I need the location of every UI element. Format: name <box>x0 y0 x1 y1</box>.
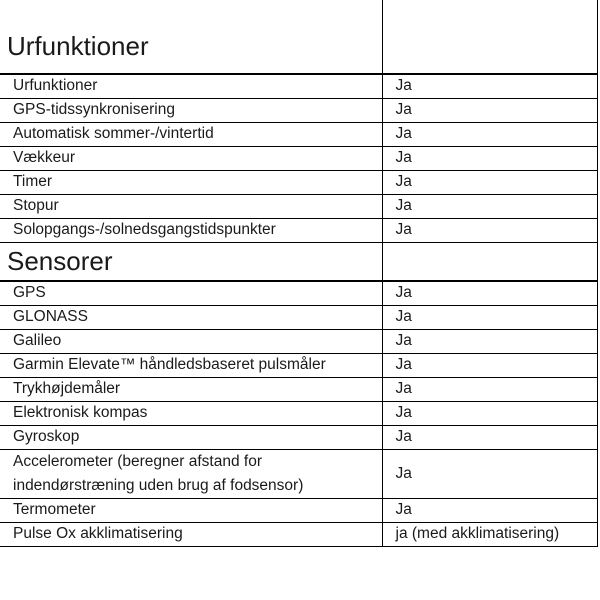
value-cell: Ja <box>382 401 597 425</box>
value-cell: Ja <box>382 329 597 353</box>
section-header-row <box>0 242 597 281</box>
table-row <box>0 218 597 242</box>
feature-cell: Stopur <box>0 194 382 218</box>
table-row <box>0 122 597 146</box>
value-cell: Ja <box>382 218 597 242</box>
feature-cell: Timer <box>0 170 382 194</box>
table-row <box>0 146 597 170</box>
feature-cell: Vækkeur <box>0 146 382 170</box>
value-cell: Ja <box>382 377 597 401</box>
section-title: Urfunktioner <box>0 0 382 74</box>
table-row <box>0 425 597 449</box>
value-cell: Ja <box>382 170 597 194</box>
table-row <box>0 98 597 122</box>
feature-cell: Automatisk sommer-/vintertid <box>0 122 382 146</box>
feature-cell: Elektronisk kompas <box>0 401 382 425</box>
table-row <box>0 401 597 425</box>
section-title: Sensorer <box>0 242 382 281</box>
value-cell: Ja <box>382 122 597 146</box>
feature-cell: Pulse Ox akklimatisering <box>0 522 382 546</box>
value-cell: Ja <box>382 449 597 498</box>
feature-cell: GPS-tidssynkronisering <box>0 98 382 122</box>
section-title-empty-cell <box>382 0 597 74</box>
value-cell: Ja <box>382 74 597 98</box>
section-header-row <box>0 0 597 74</box>
value-cell: Ja <box>382 146 597 170</box>
feature-cell: GPS <box>0 281 382 305</box>
value-cell: Ja <box>382 305 597 329</box>
table-row <box>0 498 597 522</box>
feature-cell: Solopgangs-/solnedsgangstidspunkter <box>0 218 382 242</box>
table-row <box>0 377 597 401</box>
table-row <box>0 194 597 218</box>
table-row <box>0 329 597 353</box>
feature-cell: Galileo <box>0 329 382 353</box>
feature-cell: Garmin Elevate™ håndledsbaseret pulsmåler <box>0 353 382 377</box>
table-row <box>0 281 597 305</box>
feature-cell: Trykhøjdemåler <box>0 377 382 401</box>
value-cell: Ja <box>382 194 597 218</box>
value-cell: Ja <box>382 98 597 122</box>
value-cell: Ja <box>382 498 597 522</box>
value-cell: Ja <box>382 353 597 377</box>
feature-cell: Urfunktioner <box>0 74 382 98</box>
table-row <box>0 170 597 194</box>
table-row <box>0 449 597 498</box>
value-cell: ja (med akklimatisering) <box>382 522 597 546</box>
value-cell: Ja <box>382 281 597 305</box>
table-row <box>0 522 597 546</box>
feature-cell: Accelerometer (beregner afstand for indendørstræning uden brug af fodsensor) <box>0 449 382 498</box>
feature-cell: Termometer <box>0 498 382 522</box>
value-cell: Ja <box>382 425 597 449</box>
table-row <box>0 74 597 98</box>
table-row <box>0 353 597 377</box>
feature-cell: GLONASS <box>0 305 382 329</box>
section-title-empty-cell <box>382 242 597 281</box>
feature-cell: Gyroskop <box>0 425 382 449</box>
table-row <box>0 305 597 329</box>
